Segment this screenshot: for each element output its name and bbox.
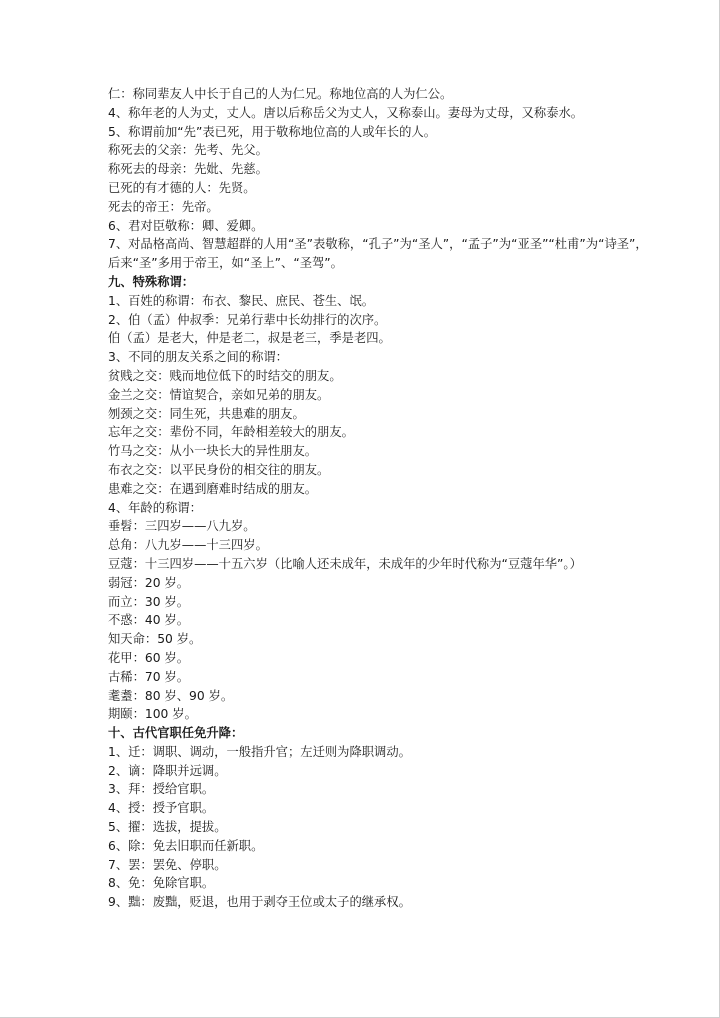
text-line: 已死的有才德的人：先贤。 xyxy=(108,180,256,195)
text-line: 耄耋：80 岁、90 岁。 xyxy=(108,688,234,703)
text-line: 2、谪：降职并远调。 xyxy=(108,763,227,778)
text-line: 刎颈之交：同生死，共患难的朋友。 xyxy=(108,406,305,421)
text-line: 后来“圣”多用于帝王，如“圣上”、“圣驾”。 xyxy=(108,256,343,271)
text-line: 知天命：50 岁。 xyxy=(108,632,202,647)
section-heading: 九、特殊称谓： xyxy=(108,274,195,289)
text-line: 5、擢：选拔，提拔。 xyxy=(108,820,227,835)
text-line: 竹马之交：从小一块长大的异性朋友。 xyxy=(108,444,318,459)
text-line: 死去的帝王：先帝。 xyxy=(108,199,219,214)
text-line: 仁：称同辈友人中长于自己的人为仁兄。称地位高的人为仁公。 xyxy=(108,87,453,101)
text-line: 期颐：100 岁。 xyxy=(108,707,197,722)
text-line: 金兰之交：情谊契合，亲如兄弟的朋友。 xyxy=(108,387,330,402)
text-line: 不惑：40 岁。 xyxy=(108,613,190,628)
text-line: 弱冠：20 岁。 xyxy=(108,575,190,590)
text-line: 4、称年老的人为丈，丈人。唐以后称岳父为丈人，又称泰山。妻母为丈母，又称泰水。 xyxy=(108,105,584,120)
text-line: 而立：30 岁。 xyxy=(108,594,190,609)
text-line: 6、君对臣敬称：卿、爱卿。 xyxy=(108,218,264,233)
text-line: 布衣之交：以平民身份的相交往的朋友。 xyxy=(108,462,330,477)
section-heading: 十、古代官职任免升降： xyxy=(108,726,244,741)
text-line: 4、授：授予官职。 xyxy=(108,801,215,816)
text-line: 7、对品格高尚、智慧超群的人用“圣”表敬称，“孔子”为“圣人”，“孟子”为“亚圣”“杜甫”为“诗圣”， xyxy=(108,237,648,252)
text-line: 豆蔻：十三四岁——十五六岁（比喻人还未成年，未成年的少年时代称为“豆蔻年华”。） xyxy=(108,556,582,571)
text-line: 总角：八九岁——十三四岁。 xyxy=(108,538,268,553)
text-line: 垂髫：三四岁——八九岁。 xyxy=(108,519,256,534)
text-line: 2、伯（孟）仲叔季：兄弟行辈中长幼排行的次序。 xyxy=(108,312,387,327)
text-line: 5、称谓前加“先”表已死，用于敬称地位高的人或年长的人。 xyxy=(108,124,436,139)
text-line: 4、年龄的称谓： xyxy=(108,500,202,515)
text-line: 忘年之交：辈份不同，年龄相差较大的朋友。 xyxy=(108,425,354,440)
text-line: 3、拜：授给官职。 xyxy=(108,782,215,797)
text-line: 1、百姓的称谓：布衣、黎民、庶民、苍生、氓。 xyxy=(108,293,375,308)
text-line: 7、罢：罢免、停职。 xyxy=(108,857,227,872)
text-line: 称死去的母亲：先妣、先慈。 xyxy=(108,162,268,177)
text-line: 贫贱之交：贱而地位低下的时结交的朋友。 xyxy=(108,368,342,383)
text-line: 患难之交：在遇到磨难时结成的朋友。 xyxy=(108,481,318,496)
text-line: 称死去的父亲：先考、先父。 xyxy=(108,143,268,158)
text-line: 9、黜：废黜，贬退，也用于剥夺王位或太子的继承权。 xyxy=(108,895,411,910)
text-line: 8、免：免除官职。 xyxy=(108,876,215,891)
text-line: 花甲：60 岁。 xyxy=(108,650,190,665)
text-line: 伯（孟）是老大，仲是老二，叔是老三，季是老四。 xyxy=(108,331,391,346)
text-line: 1、迁：调职、调动，一般指升官；左迁则为降职调动。 xyxy=(108,744,411,759)
text-line: 古稀：70 岁。 xyxy=(108,669,190,684)
text-line: 3、不同的朋友关系之间的称谓： xyxy=(108,350,288,365)
text-line: 6、除：免去旧职而任新职。 xyxy=(108,838,264,853)
document-body xyxy=(108,85,708,912)
